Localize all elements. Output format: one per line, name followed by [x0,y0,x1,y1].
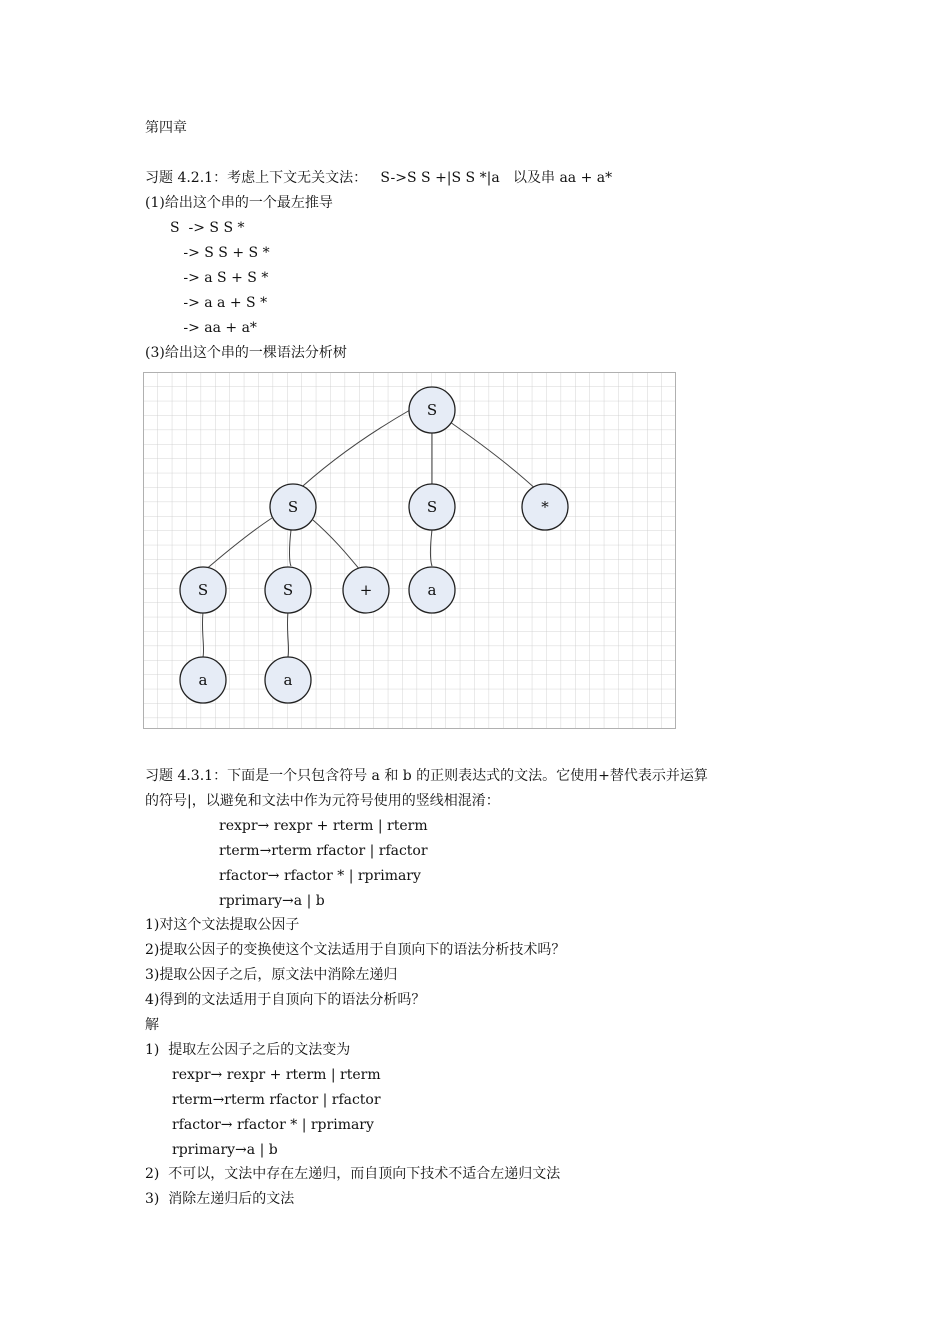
grammar-rule: rfactor→ rfactor * | rprimary [219,868,421,884]
derivation-line: -> S S + S * [170,245,270,261]
grammar-rule: rexpr→ rexpr + rterm | rterm [219,818,428,834]
svg-text:S: S [287,498,299,516]
svg-text:+: + [359,581,373,599]
svg-text:a: a [198,671,208,689]
tree-node-ll-s [180,567,226,613]
exercise-4-2-1-title: 习题 4.2.1：考虑上下文无关文法： S->S S +|S S *|a 以及串 aa + a* [145,170,613,186]
svg-text:a: a [283,671,293,689]
answer-grammar-rule: rexpr→ rexpr + rterm | rterm [172,1067,381,1083]
answer-grammar-rule: rterm→rterm rfactor | rfactor [172,1092,381,1108]
solution-label: 解 [145,1017,159,1033]
grammar-rule: rprimary→a | b [219,893,325,909]
tree-node-star [522,484,568,530]
svg-text:a: a [427,581,437,599]
svg-text:S: S [197,581,209,599]
tree-node-left-s [270,484,316,530]
derivation-line: S -> S S * [170,220,245,236]
tree-node-lm-s [265,567,311,613]
answer-2: 2) 不可以，文法中存在左递归，而自顶向下技术不适合左递归文法 [145,1166,561,1182]
derivation-line: -> a a + S * [170,295,268,311]
question-1: (1)给出这个串的一个最左推导 [145,195,333,211]
tree-node-ll-a [180,657,226,703]
parse-tree-diagram [143,372,676,729]
chapter-title: 第四章 [145,120,187,136]
svg-text:S: S [426,401,438,419]
svg-text:*: * [541,498,549,516]
answer-3: 3) 消除左递归后的文法 [145,1191,295,1207]
tree-node-middle-a [409,567,455,613]
tree-node-root [409,387,455,433]
derivation-line: -> a S + S * [170,270,269,286]
question-item: 4)得到的文法适用于自顶向下的语法分析吗？ [145,992,426,1008]
question-item: 3)提取公因子之后，原文法中消除左递归 [145,967,398,983]
grammar-rule: rterm→rterm rfactor | rfactor [219,843,428,859]
exercise-4-3-1-title-continued: 的符号|，以避免和文法中作为元符号使用的竖线相混淆： [145,793,500,809]
answer-1: 1) 提取左公因子之后的文法变为 [145,1042,351,1058]
svg-text:S: S [426,498,438,516]
answer-grammar-rule: rfactor→ rfactor * | rprimary [172,1117,374,1133]
question-item: 2)提取公因子的变换使这个文法适用于自顶向下的语法分析技术吗？ [145,942,566,958]
derivation-line: -> aa + a* [170,320,257,336]
question-3: (3)给出这个串的一棵语法分析树 [145,345,347,361]
exercise-4-3-1-title: 习题 4.3.1：下面是一个只包含符号 a 和 b 的正则表达式的文法。它使用+替代表示并运算 [145,768,708,784]
tree-node-middle-s [409,484,455,530]
tree-node-lm-a [265,657,311,703]
svg-text:S: S [282,581,294,599]
tree-node-plus [343,567,389,613]
answer-grammar-rule: rprimary→a | b [172,1142,278,1158]
question-item: 1)对这个文法提取公因子 [145,917,300,933]
